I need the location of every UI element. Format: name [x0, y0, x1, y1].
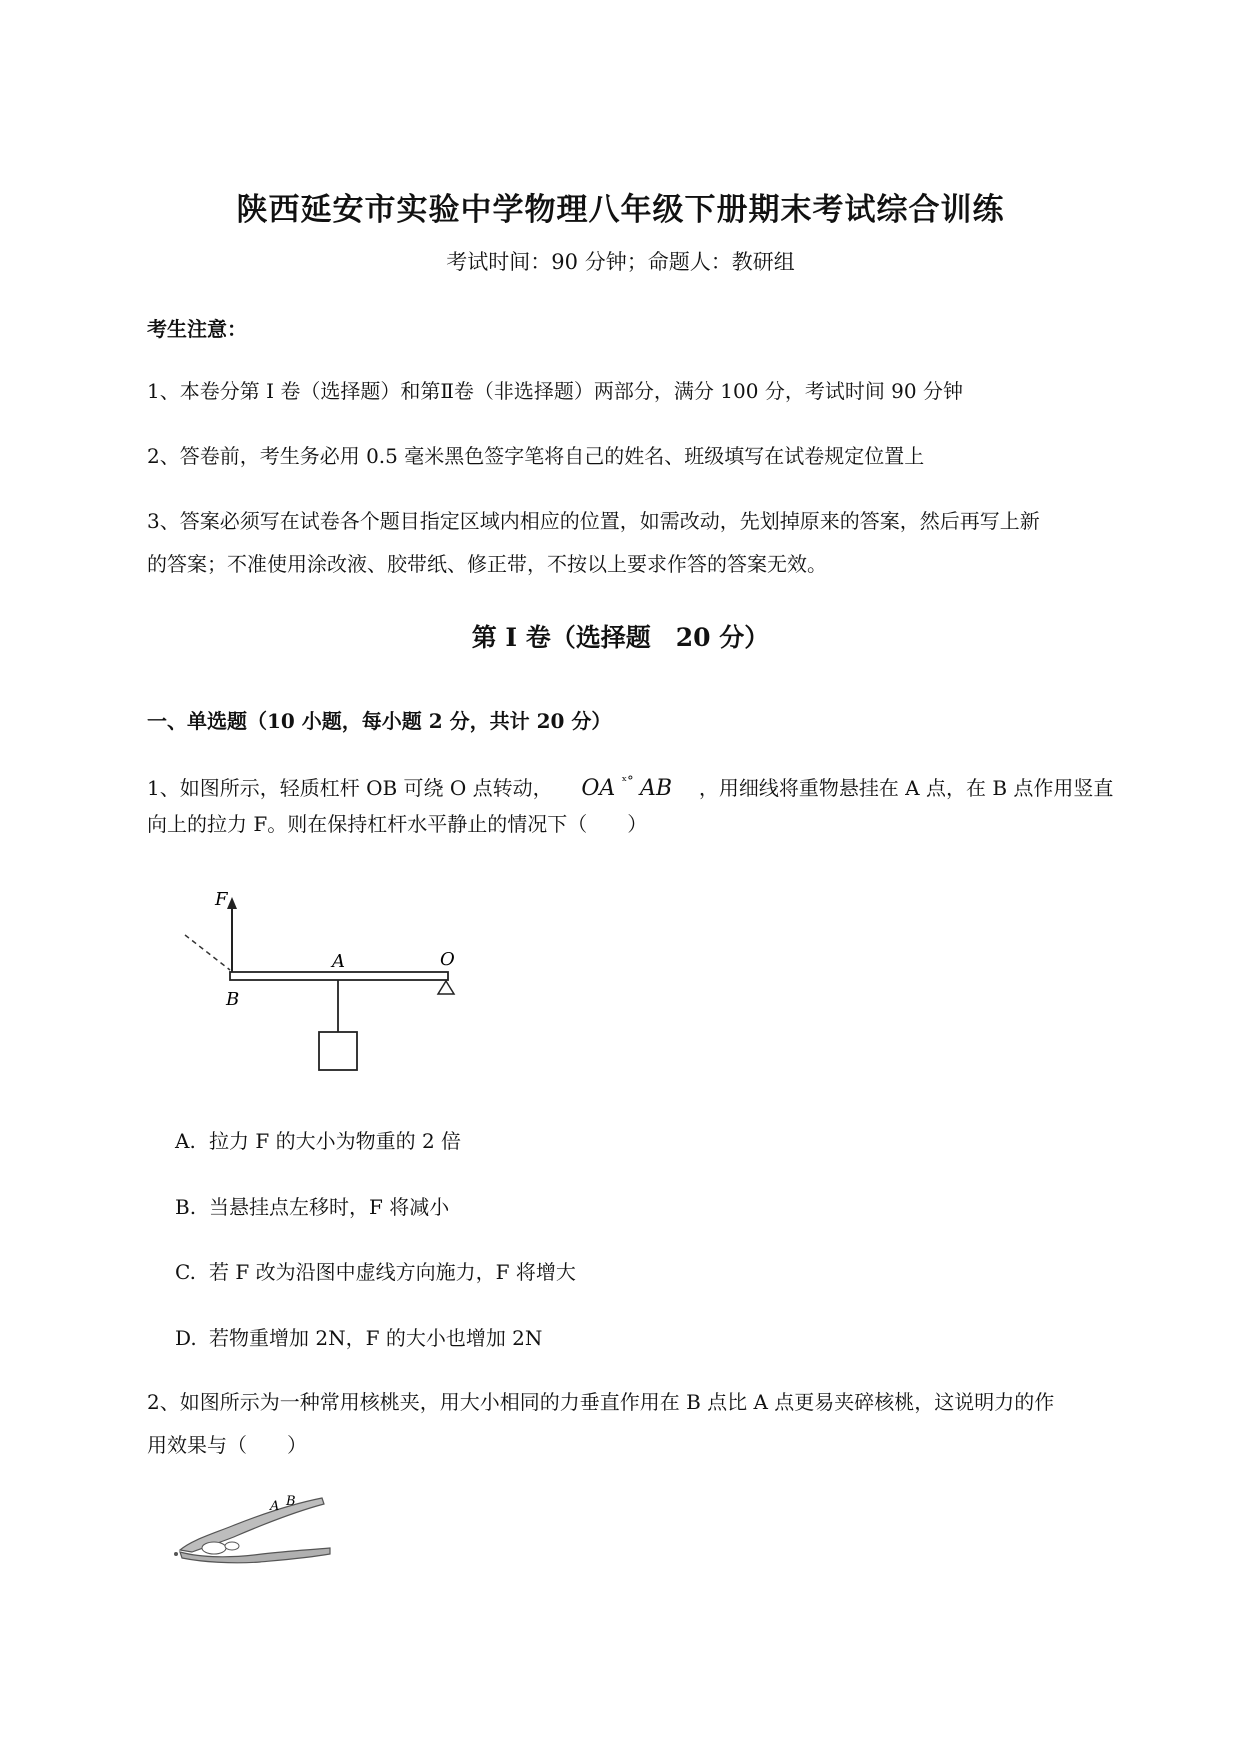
- notice-heading: 考生注意：: [147, 317, 247, 341]
- option-text: 若 F 改为沿图中虚线方向施力，F 将增大: [209, 1260, 576, 1284]
- page-title: 陕西延安市实验中学物理八年级下册期末考试综合训练: [236, 192, 1005, 228]
- lever-bar: [230, 972, 448, 980]
- lever-figure: [170, 885, 470, 1085]
- formula-ab: AB: [640, 776, 673, 801]
- notice-item: 2、答卷前，考生务必用 0.5 毫米黑色签字笔将自己的姓名、班级填写在试卷规定位置上: [147, 444, 925, 468]
- formula-oa: OA: [581, 776, 616, 801]
- section-heading: 第 I 卷（选择题 20 分）: [471, 623, 770, 652]
- nut-slot-small: [225, 1542, 239, 1550]
- question-1-text-line2: 向上的拉力 F。则在保持杠杆水平静止的情况下（ ）: [147, 812, 648, 836]
- label-a: A: [332, 951, 345, 972]
- notice-item: 的答案；不准使用涂改液、胶带纸、修正带，不按以上要求作答的答案无效。: [147, 552, 827, 576]
- formula-symbol: ˣ°: [621, 774, 634, 789]
- option-key: D.: [175, 1326, 197, 1350]
- question-2-text-line2: 用效果与（ ）: [147, 1433, 307, 1457]
- option-key: B.: [175, 1195, 197, 1219]
- force-arrow-head: [227, 897, 237, 909]
- option-text: 当悬挂点左移时，F 将减小: [209, 1195, 450, 1219]
- label-b: B: [286, 1494, 296, 1509]
- upper-handle: [180, 1498, 324, 1552]
- question-2-text: 2、如图所示为一种常用核桃夹，用大小相同的力垂直作用在 B 点比 A 点更易夹碎核桃，这说明力的作: [147, 1390, 1055, 1414]
- dashed-force-line: [185, 935, 230, 970]
- nutcracker-figure: [172, 1488, 342, 1568]
- option-key: A.: [175, 1129, 196, 1153]
- notice-item: 3、答案必须写在试卷各个题目指定区域内相应的位置，如需改动，先划掉原来的答案，然后再写上新: [147, 509, 1040, 533]
- option-c[interactable]: [175, 1256, 576, 1285]
- option-a[interactable]: [175, 1125, 461, 1154]
- question-1-text: [147, 764, 1147, 807]
- weight-box: [319, 1032, 357, 1070]
- label-a: A: [270, 1499, 280, 1514]
- part-heading: 一、单选题（10 小题，每小题 2 分，共计 20 分）: [147, 709, 612, 733]
- option-text: 拉力 F 的大小为物重的 2 倍: [209, 1129, 462, 1153]
- option-text: 若物重增加 2N，F 的大小也增加 2N: [209, 1326, 543, 1350]
- option-b[interactable]: [175, 1191, 449, 1220]
- label-o: O: [440, 949, 455, 970]
- pivot-triangle: [438, 981, 454, 994]
- nut-slot: [202, 1542, 226, 1554]
- exam-info: 考试时间：90 分钟；命题人：教研组: [446, 250, 795, 274]
- question-1-text-start: 1、如图所示，轻质杠杆 OB 可绕 O 点转动，: [147, 776, 553, 800]
- label-b: B: [226, 989, 240, 1010]
- notice-item: 1、本卷分第 I 卷（选择题）和第Ⅱ卷（非选择题）两部分，满分 100 分，考试时间 90 分钟: [147, 379, 963, 403]
- hinge: [174, 1552, 178, 1556]
- option-d[interactable]: [175, 1322, 542, 1351]
- question-1-text-end: ，用细线将重物悬挂在 A 点，在 B 点作用竖直: [698, 776, 1114, 800]
- label-f: F: [215, 889, 228, 910]
- option-key: C.: [175, 1260, 196, 1284]
